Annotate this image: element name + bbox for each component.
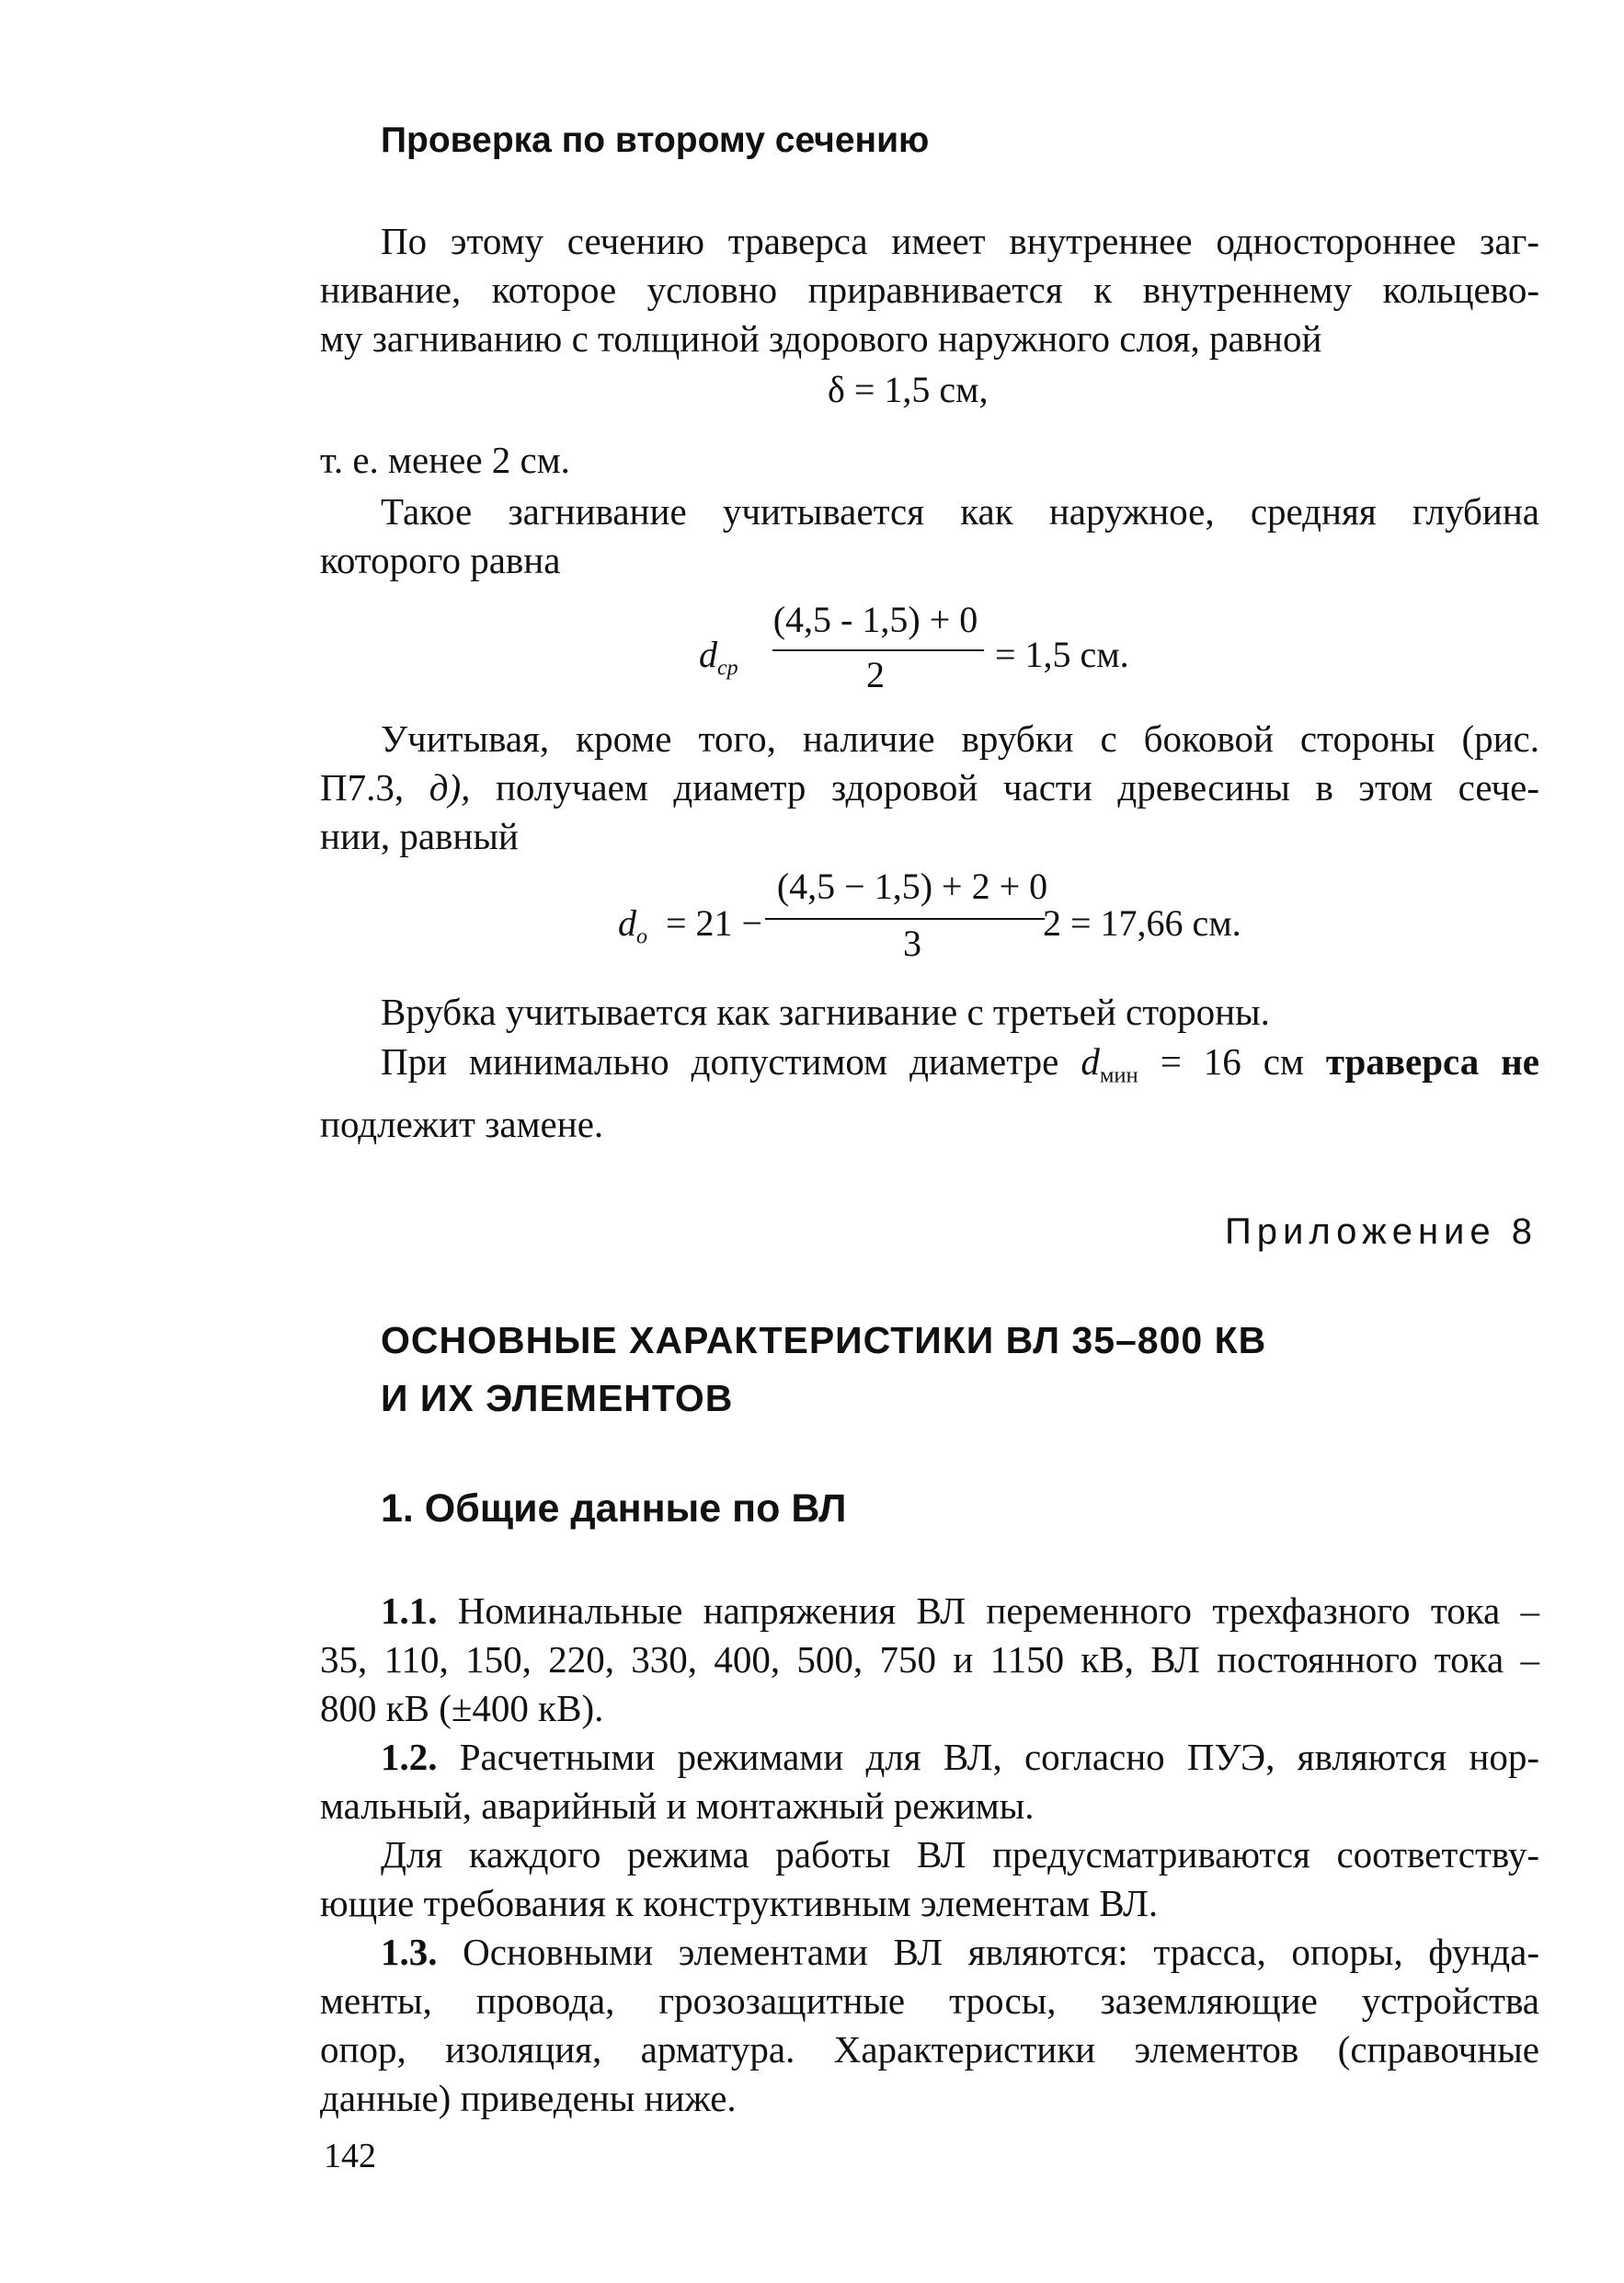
- formula-denominator: 2: [866, 654, 885, 695]
- item-number: 1.2.: [381, 1736, 438, 1778]
- formula-lhs: $d_{ср}$: [699, 634, 738, 681]
- paragraph-line: нии, равный: [320, 815, 519, 857]
- paragraph-line: которого равна: [320, 539, 561, 581]
- paragraph-line: мальный, аварийный и монтажный режимы.: [320, 1784, 1035, 1827]
- formula-delta: δ = 1,5 см,: [828, 369, 989, 410]
- fraction-bar: [765, 918, 1045, 920]
- paragraph-line: опор, изоляция, арматура. Характеристики элементов (справочные: [320, 2028, 1539, 2071]
- formula-lhs: $d_о$: [618, 902, 647, 949]
- item-1-2: 1.2. Расчетными режимами для ВЛ, согласно ПУЭ, являются нор- мальный, аварийный и монтажный режимы.: [320, 1733, 1539, 1830]
- paragraph-line: т. е. менее 2 см.: [320, 439, 570, 481]
- heading-check-section: Проверка по второму сечению: [381, 120, 930, 160]
- formula-rhs: = 1,5 см.: [995, 634, 1129, 675]
- paragraph-line: Для каждого режима работы ВЛ предусматриваются соответству-: [381, 1833, 1539, 1876]
- item-1-3: 1.3. Основными элементами ВЛ являются: трасса, опоры, фунда- менты, провода, грозозащитные тросы, заземляющие устройства опор, изоляция, арматура. Характеристики элементов (справочные данные) приведены ниже.: [320, 1928, 1539, 2123]
- subsection-title: 1. Общие данные по ВЛ: [381, 1486, 847, 1531]
- bold-conclusion: траверса не: [1325, 1040, 1539, 1083]
- paragraph-line: ющие требования к конструктивным элементам ВЛ.: [320, 1882, 1159, 1924]
- fraction-bar: [772, 649, 984, 651]
- paragraph-line: Такое загнивание учитывается как наружное, средняя глубина: [381, 490, 1539, 533]
- formula-numerator: (4,5 - 1,5) + 0: [772, 599, 978, 640]
- paragraph-line: нивание, которое условно приравнивается к внутреннему кольцево-: [320, 269, 1539, 311]
- paragraph-line: 35, 110, 150, 220, 330, 400, 500, 750 и 1150 кВ, ВЛ постоянного тока –: [320, 1638, 1539, 1681]
- section-title-line: И ИХ ЭЛЕМЕНТОВ: [381, 1377, 734, 1419]
- paragraph-line: Учитывая, кроме того, наличие врубки с боковой стороны (рис.: [381, 717, 1539, 760]
- paragraph-less-than: [320, 436, 1539, 485]
- page-number: 142: [324, 2137, 376, 2175]
- paragraph-outer-rot: [320, 488, 1539, 585]
- paragraph-line: му загниванию с толщиной здорового наружного слоя, равной: [320, 317, 1322, 360]
- paragraph-section-rot: [320, 217, 1539, 363]
- paragraph-line: Врубка учитывается как загнивание с третьей стороны.: [381, 991, 1270, 1033]
- formula-numerator: (4,5 − 1,5) + 2 + 0: [776, 866, 1048, 907]
- section-title: [381, 1312, 1266, 1428]
- paragraph-notch: Учитывая, кроме того, наличие врубки с боковой стороны (рис. П7.3, д), получаем диаметр здоровой части древесины в этом сече- нии, равный: [320, 715, 1539, 861]
- paragraph-line: менты, провода, грозозащитные тросы, заземляющие устройства: [320, 1979, 1539, 2022]
- item-number: 1.3.: [381, 1931, 438, 1973]
- paragraph-line: подлежит замене.: [320, 1102, 604, 1145]
- item-number: 1.1.: [381, 1589, 438, 1632]
- paragraph-line: данные) приведены ниже.: [320, 2077, 737, 2119]
- section-title-line: ОСНОВНЫЕ ХАРАКТЕРИСТИКИ ВЛ 35–800 КВ: [381, 1319, 1267, 1361]
- formula-rhs: 2 = 17,66 см.: [1043, 902, 1241, 944]
- figure-ref: д),: [429, 766, 471, 809]
- paragraph-line: По этому сечению траверса имеет внутреннее одностороннее заг-: [381, 220, 1539, 262]
- formula-d-cp: [699, 598, 1177, 699]
- paragraph-line: 800 кВ (±400 кВ).: [320, 1687, 604, 1729]
- paragraph-notch-rot: [320, 988, 1539, 1037]
- appendix-label: Приложение 8: [1225, 1211, 1538, 1252]
- paragraph-min-diameter: При минимально допустимом диаметре $d_{мин} = 16$ см траверса не подлежит замене.: [320, 1038, 1539, 1149]
- formula-eq: = 21 −: [666, 902, 763, 944]
- formula-denominator: 3: [903, 923, 921, 964]
- item-1-1: 1.1. Номинальные напряжения ВЛ переменного трехфазного тока – 35, 110, 150, 220, 330, 400, 500, 750 и 1150 кВ, ВЛ постоянного тока – 800 кВ (±400 кВ).: [320, 1587, 1539, 1733]
- formula-d-zero: [618, 865, 1280, 966]
- paragraph-modes: [320, 1830, 1539, 1928]
